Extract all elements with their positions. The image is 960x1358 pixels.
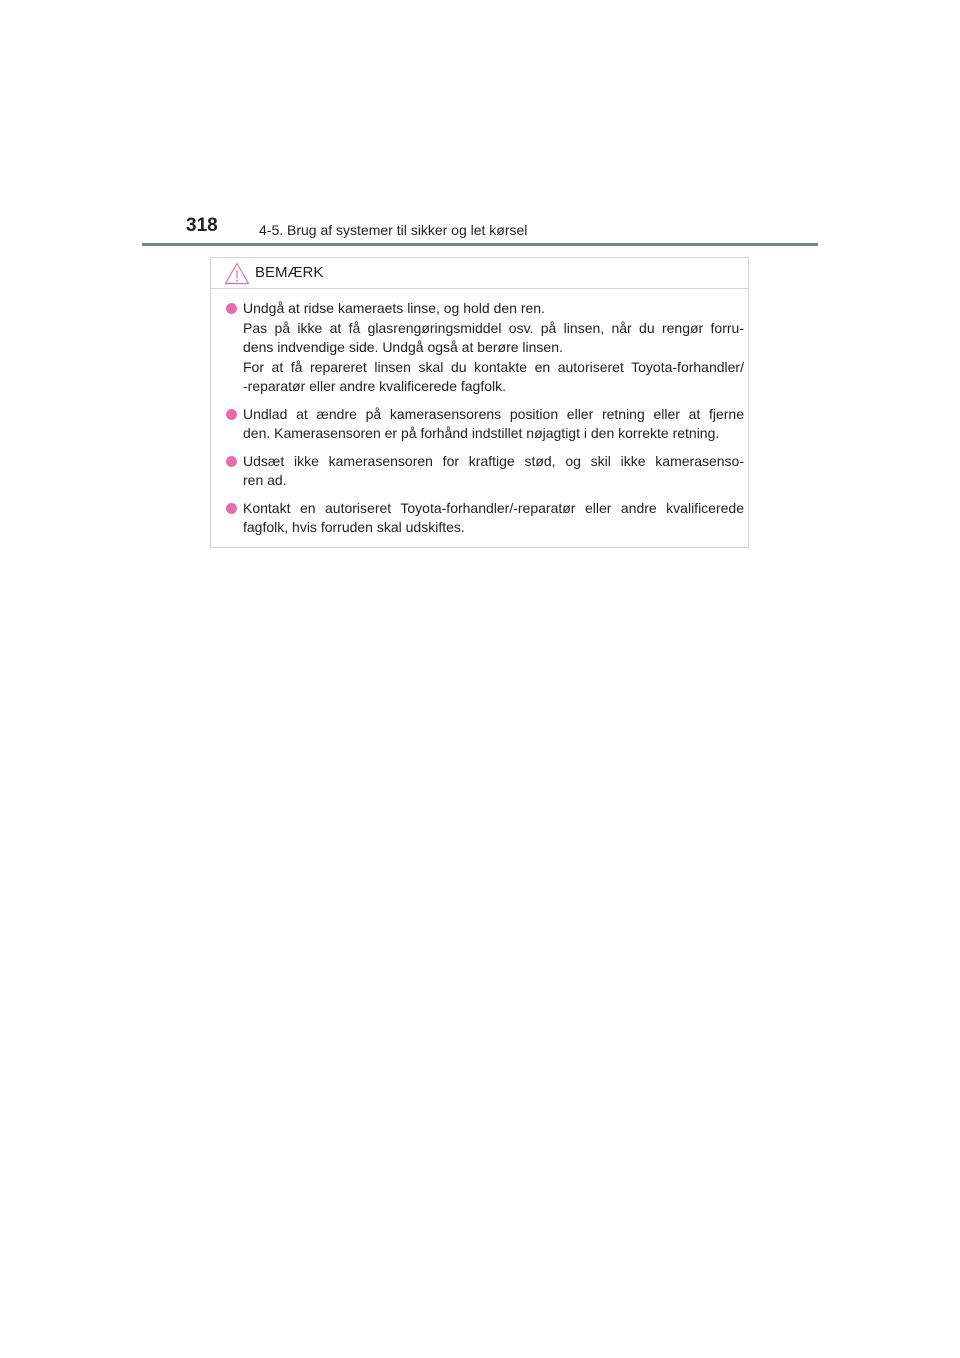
header-rule [142,243,818,246]
bullet-icon [226,303,237,314]
section-title: 4-5. Brug af systemer til sikker og let kørsel [259,222,528,238]
notice-line: Kontakt en autoriseret Toyota-forhandler/-reparatør eller andre kvalificerede [243,499,744,516]
notice-line: Udsæt ikke kamerasensoren for kraftige stød, og skil ikke kamerasenso- [243,452,744,469]
notice-item [226,299,744,397]
notice-item [226,452,744,491]
notice-line: dens indvendige side. Undgå også at berøre linsen. [243,339,563,355]
notice-item [226,499,744,538]
notice-line: den. Kamerasensoren er på forhånd indstillet nøjagtigt i den korrekte retning. [243,425,720,441]
page-number: 318 [186,215,218,236]
notice-line: -reparatør eller andre kvalificerede fagfolk. [243,378,507,394]
notice-item [226,405,744,444]
notice-line: ren ad. [243,472,287,488]
notice-line: Undlad at ændre på kamerasensorens position eller retning eller at fjerne [243,405,744,422]
bullet-icon [226,456,237,467]
notice-line: For at få repareret linsen skal du kontakte en autoriseret Toyota-forhandler/ [243,358,744,375]
notice-list [226,299,744,546]
notice-heading: BEMÆRK [255,264,324,281]
notice-box [210,257,749,548]
bullet-icon [226,409,237,420]
notice-header [211,258,748,289]
bullet-icon [226,503,237,514]
notice-line: Pas på ikke at få glasrengøringsmiddel osv. på linsen, når du rengør forru- [243,319,744,336]
notice-line: fagfolk, hvis forruden skal udskiftes. [243,519,465,535]
warning-triangle-icon [224,262,250,285]
notice-line: Undgå at ridse kameraets linse, og hold den ren. [243,300,545,316]
